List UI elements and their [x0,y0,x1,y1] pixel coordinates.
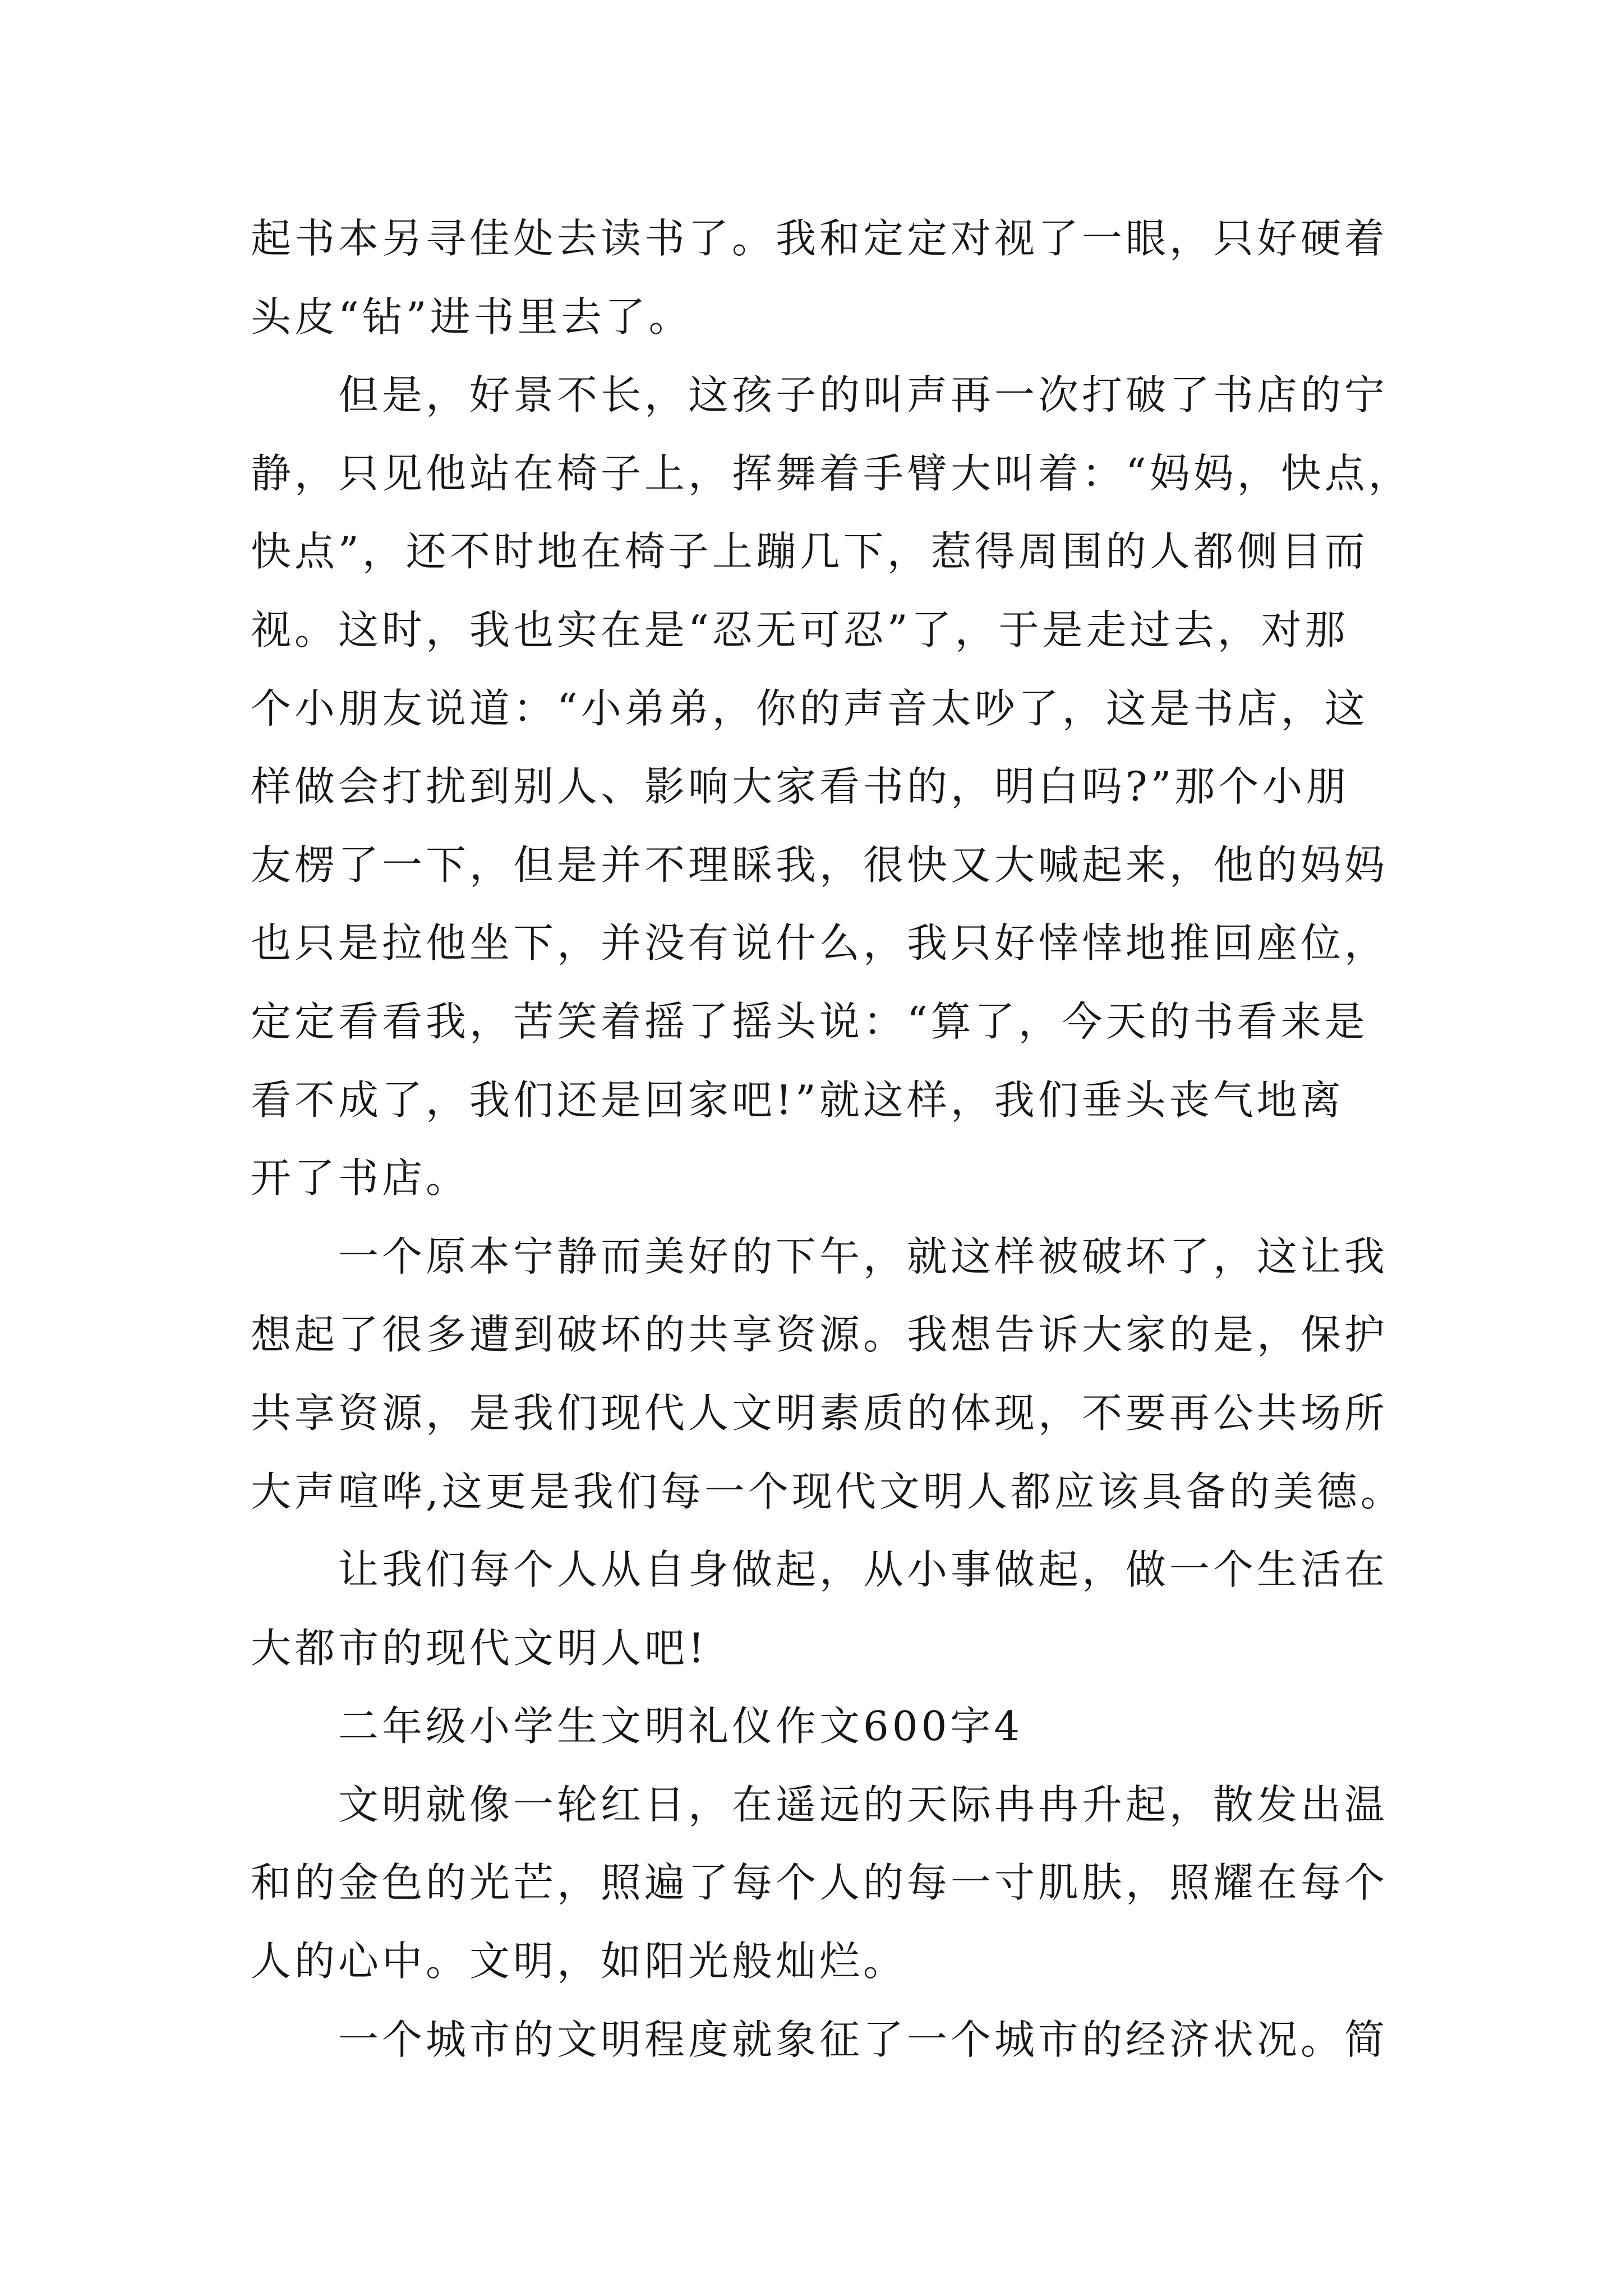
text-line: 看不成了，我们还是回家吧!”就这样，我们垂头丧气地离 [251,1076,1344,1124]
document-body [251,200,1484,2079]
text-line: 起书本另寻佳处去读书了。我和定定对视了一眼，只好硬着 [251,215,1389,262]
section-heading [251,1687,1484,1766]
text-line: 样做会打扰到别人、影响大家看书的，明白吗?”那个小朋 [251,763,1350,811]
text-line: 快点”，还不时地在椅子上蹦几下，惹得周围的人都侧目而 [251,528,1368,576]
text-line: 大声喧哗,这更是我们每一个现代文明人都应该具备的美德。 [251,1467,1404,1515]
paragraph-continued [251,200,1484,356]
text-line: 静，只见他站在椅子上，挥舞着手臂大叫着：“妈妈，快点， [251,449,1412,497]
text-line: 个小朋友说道：“小弟弟，你的声音太吵了，这是书店，这 [251,684,1368,732]
text-line: 定定看看我，苦笑着摇了摇头说：“算了，今天的书看来是 [251,997,1368,1045]
text-line: 人的心中。文明，如阳光般灿烂。 [251,1938,907,1985]
text-line: 头皮“钻”进书里去了。 [251,293,693,341]
text-line: 也只是拉他坐下，并没有说什么，我只好悻悻地推回座位， [251,919,1389,967]
text-line: 开了书店。 [251,1154,470,1202]
text-line: 一个原本宁静而美好的下午，就这样被破坏了，这让我 [338,1232,1389,1280]
paragraph [251,1766,1484,2001]
paragraph [251,2001,1484,2079]
text-line: 和的金色的光芒，照遍了每个人的每一寸肌肤，照耀在每个 [251,1859,1389,1907]
text-line: 但是，好景不长，这孩子的叫声再一次打破了书店的宁 [338,371,1389,419]
text-line: 文明就像一轮红日，在遥远的天际冉冉升起，散发出温 [338,1780,1389,1828]
text-line: 想起了很多遭到破坏的共享资源。我想告诉大家的是，保护 [251,1311,1389,1359]
paragraph [251,1531,1484,1687]
paragraph [251,1218,1484,1531]
text-line: 共享资源，是我们现代人文明素质的体现，不要再公共场所 [251,1389,1389,1437]
text-line: 视。这时，我也实在是“忍无可忍”了，于是走过去，对那 [251,606,1349,654]
text-line: 大都市的现代文明人吧! [251,1624,708,1672]
paragraph [251,356,1484,1218]
text-line: 一个城市的文明程度就象征了一个城市的经济状况。简 [338,2016,1389,2063]
section-heading-text: 二年级小学生文明礼仪作文600字4 [338,1703,1023,1750]
text-line: 让我们每个人从自身做起，从小事做起，做一个生活在 [338,1546,1389,1594]
text-line: 友楞了一下，但是并不理睬我，很快又大喊起来，他的妈妈 [251,841,1389,889]
